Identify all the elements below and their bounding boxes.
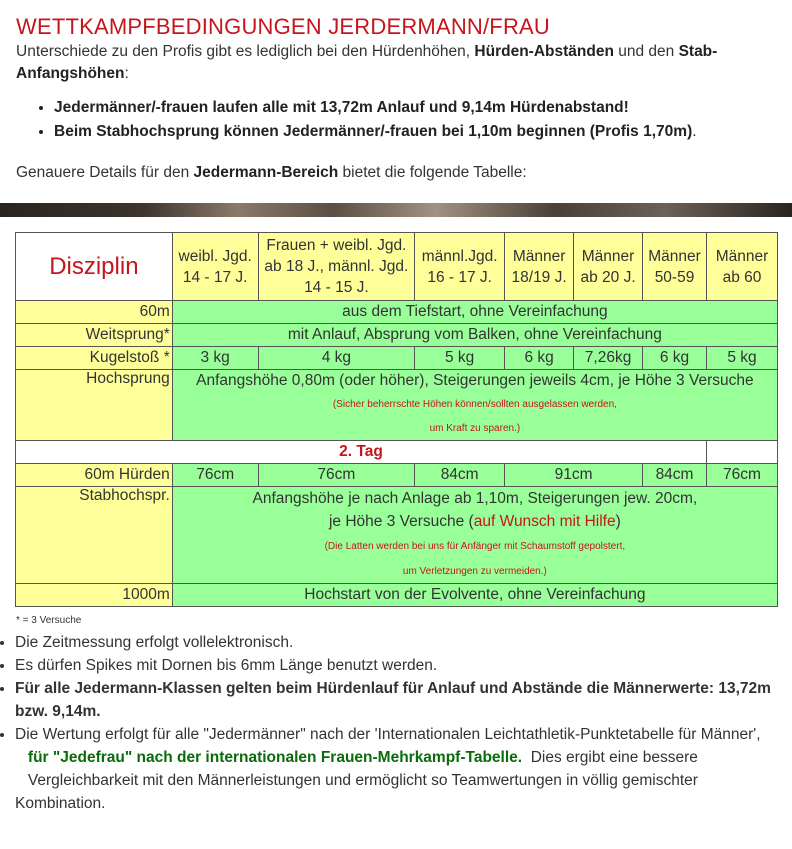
notes-list	[0, 631, 775, 815]
list-item: • Es dürfen Spikes mit Dornen bis 6mm Länge benutzt werden.	[15, 654, 775, 677]
column-header: Männer 50-59	[643, 233, 707, 301]
row-label: 1000m	[16, 584, 173, 607]
table-cell: aus dem Tiefstart, ohne Vereinfachung	[172, 301, 777, 324]
table-row	[16, 487, 778, 584]
details-text: Genauere Details für den Jedermann-Bereich bietet die folgende Tabelle:	[16, 164, 527, 181]
column-header: Frauen + weibl. Jgd. ab 18 J., männl. Jgd. 14 - 15 J.	[258, 233, 415, 301]
table-cell: 76cm	[707, 464, 778, 487]
row-label: Weitsprung*	[16, 324, 173, 347]
column-header: Männer ab 20 J.	[574, 233, 643, 301]
table-cell: Hochstart von der Evolvente, ohne Vereinfachung	[172, 584, 777, 607]
column-header: weibl. Jgd. 14 - 17 J.	[172, 233, 258, 301]
table-header-row	[16, 233, 778, 301]
table-cell: 84cm	[643, 464, 707, 487]
table-cell	[707, 441, 778, 464]
list-item: • Jedermänner/-frauen laufen alle mit 13,72m Anlauf und 9,14m Hürdenabstand!	[54, 96, 792, 120]
list-item: • Beim Stabhochsprung können Jedermänner/-frauen bei 1,10m beginnen (Profis 1,70m).	[54, 120, 792, 144]
table-cell: 5 kg	[707, 347, 778, 370]
disciplin-header: Disziplin	[16, 233, 173, 301]
table-cell: 6 kg	[643, 347, 707, 370]
table-cell: 84cm	[415, 464, 505, 487]
table-cell: 5 kg	[415, 347, 505, 370]
table-cell: 91cm	[505, 464, 643, 487]
intro-text: Unterschiede zu den Profis gibt es lediglich bei den Hürdenhöhen, Hürden-Abständen und den Stab-Anfangshöhen:	[16, 43, 718, 82]
table-row	[16, 441, 778, 464]
list-item: • Für alle Jedermann-Klassen gelten beim Hürdenlauf für Anlauf und Abstände die Männerwerte: 13,72m bzw. 9,14m.	[15, 677, 775, 723]
table-cell: 3 kg	[172, 347, 258, 370]
rules-list	[36, 96, 792, 144]
table-row	[16, 370, 778, 441]
table-row	[16, 464, 778, 487]
row-label: Kugelstoß *	[16, 347, 173, 370]
row-label: Stabhochspr.	[16, 487, 173, 584]
table-cell: Anfangshöhe je nach Anlage ab 1,10m, Steigerungen jew. 20cm, je Höhe 3 Versuche (auf Wunsch mit Hilfe) (Die Latten werden bei uns für Anfänger mit Schaumstoff gepolstert, um Verletzungen zu vermeiden.)	[172, 487, 777, 584]
list-item: • Die Zeitmessung erfolgt vollelektronisch.	[15, 631, 775, 654]
table-cell: 76cm	[172, 464, 258, 487]
table-row	[16, 301, 778, 324]
table-cell: 4 kg	[258, 347, 415, 370]
day-two-label: 2. Tag	[16, 441, 707, 464]
header-photo-strip	[0, 203, 792, 217]
column-header: männl.Jgd. 16 - 17 J.	[415, 233, 505, 301]
table-row	[16, 347, 778, 370]
row-label: 60m	[16, 301, 173, 324]
footnote: * = 3 Versuche	[16, 615, 82, 626]
table-row	[16, 584, 778, 607]
page-title: WETTKAMPFBEDINGUNGEN JERDERMANN/FRAU	[16, 14, 550, 39]
table-cell: Anfangshöhe 0,80m (oder höher), Steigerungen jeweils 4cm, je Höhe 3 Versuche (Sicher beherrschte Höhen können/sollten ausgelassen werden, um Kraft zu sparen.)	[172, 370, 777, 441]
column-header: Männer 18/19 J.	[505, 233, 574, 301]
table-cell: 76cm	[258, 464, 415, 487]
discipline-table	[15, 232, 778, 607]
row-label: Hochsprung	[16, 370, 173, 441]
list-item: • Die Wertung erfolgt für alle "Jedermänner" nach der 'Internationalen Leichtathletik-Punktetabelle für Männer', für "Jedefrau" nach der internationalen Frauen-Mehrkampf-Tabelle. Dies ergibt eine bessere Vergleichbarkeit mit den Männerleistungen und ermöglicht so Teamwertungen in völlig gemischter Kombination.	[15, 723, 775, 815]
table-cell: mit Anlauf, Absprung vom Balken, ohne Vereinfachung	[172, 324, 777, 347]
table-row	[16, 324, 778, 347]
table-cell: 7,26kg	[574, 347, 643, 370]
table-cell: 6 kg	[505, 347, 574, 370]
row-label: 60m Hürden	[16, 464, 173, 487]
column-header: Männer ab 60	[707, 233, 778, 301]
